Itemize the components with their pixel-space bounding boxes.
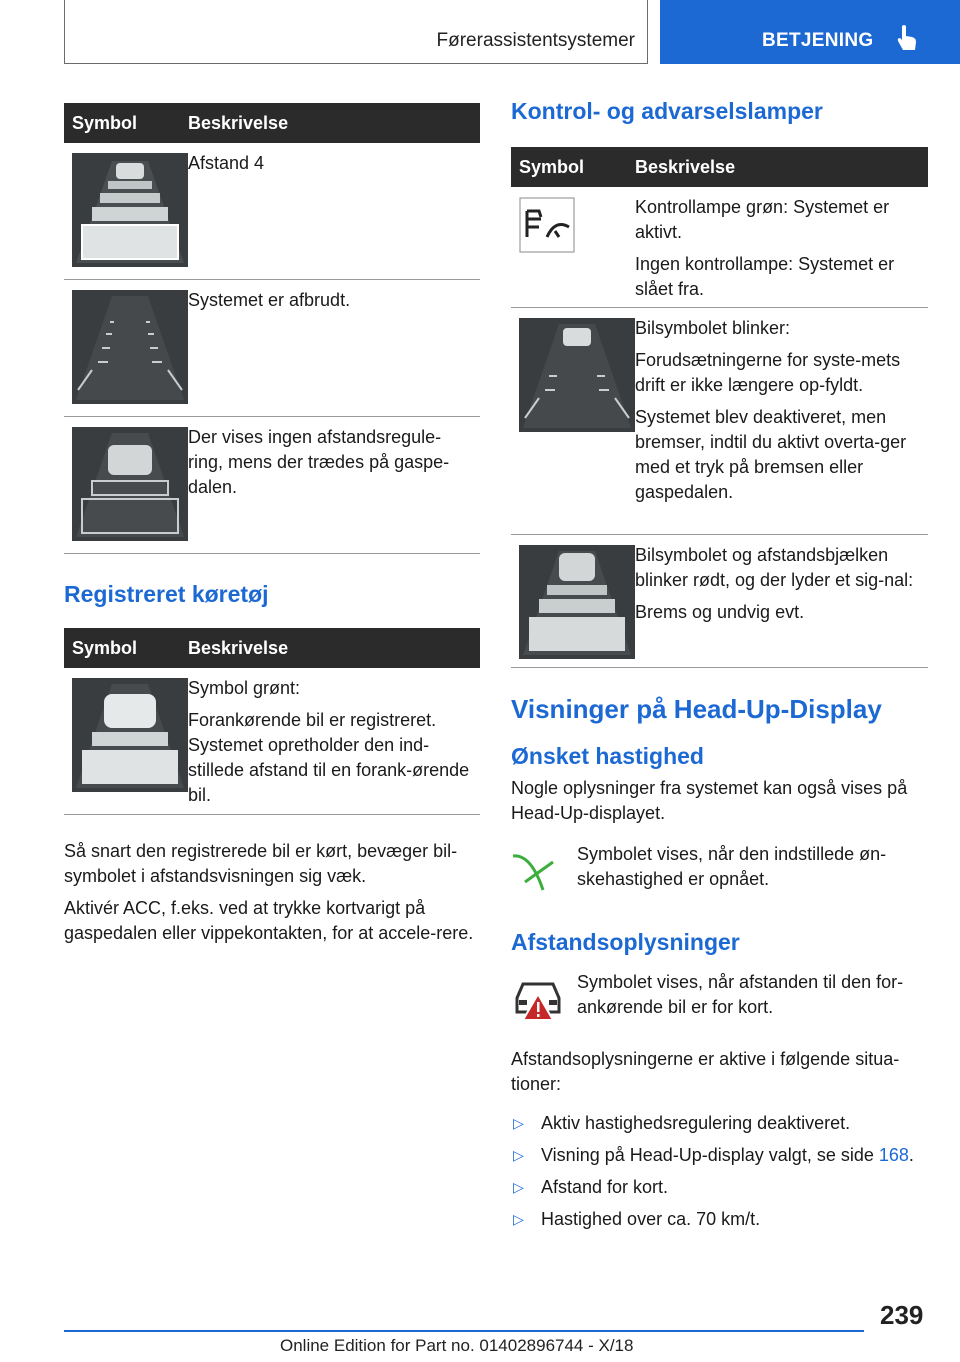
table-header [64, 103, 480, 143]
table-row [64, 143, 480, 280]
row-description: Kontrollampe grøn: Systemet er aktivt. [635, 197, 890, 242]
speed-reached-icon [511, 842, 561, 892]
chapter-title: Førerassistentsystemer [436, 30, 635, 51]
left-column [64, 103, 480, 953]
list-item: ▷ Hastighed over ca. 70 km/t. [511, 1207, 928, 1232]
table-row [64, 417, 480, 554]
col-description: Beskrivelse [188, 637, 289, 658]
list-item: ▷ Aktiv hastighedsregulering deaktiveret. [511, 1111, 928, 1136]
accelerator-pressed-display-icon [72, 427, 188, 541]
row-description: Ingen kontrollampe: Systemet er slået fra. [635, 254, 895, 299]
col-description: Beskrivelse [188, 112, 289, 133]
row-description: Brems og undvig evt. [635, 602, 805, 622]
triangle-bullet-icon: ▷ [513, 1211, 524, 1227]
list-item: ▷ Afstand for kort. [511, 1175, 928, 1200]
row-description: Systemet blev deaktiveret, men bremser, indtil du aktivt overta-ger med et tryk på bremsen eller gaspedalen. [635, 407, 907, 502]
triangle-bullet-icon: ▷ [513, 1147, 524, 1163]
distance-symbol-text: Symbolet vises, når afstanden til den for-ankørende bil er for kort. [577, 972, 904, 1017]
distance-symbol-row [511, 970, 928, 1029]
list-item: ▷ Visning på Head-Up-display valgt, se side 168. [511, 1143, 928, 1168]
edition-footer: Online Edition for Part no. 01402896744 - X/18 [280, 1336, 634, 1355]
col-symbol: Symbol [519, 156, 585, 177]
right-column [511, 98, 928, 1239]
table-row [511, 308, 928, 535]
acc-indicator-lamp-icon [519, 197, 575, 253]
row-description: Bilsymbolet blinker: [635, 318, 791, 338]
vehicle-bar-red-display-icon [519, 545, 635, 659]
page-link[interactable]: 168 [878, 1145, 909, 1165]
heading-lamps: Kontrol- og advarselslamper [511, 98, 823, 124]
situation-list [511, 1111, 928, 1232]
col-description: Beskrivelse [635, 156, 736, 177]
registered-vehicle-table [64, 628, 480, 815]
speed-symbol-text: Symbolet vises, når den indstillede øn-skehastighed er opnået. [577, 844, 887, 889]
heading-registered-vehicle: Registreret køretøj [64, 581, 269, 607]
row-description: Der vises ingen afstandsregule-ring, mens der trædes på gaspe-dalen. [188, 427, 450, 497]
table-row [64, 280, 480, 417]
row-description: Symbol grønt: [188, 678, 301, 698]
header-section-tab[interactable] [660, 0, 960, 64]
table-header [64, 628, 480, 668]
header-chapter-box [64, 0, 648, 64]
distance-table [64, 103, 480, 554]
distance-warning-car-icon [511, 970, 565, 1024]
triangle-bullet-icon: ▷ [513, 1179, 524, 1195]
vehicle-detected-display-icon [72, 678, 188, 792]
vehicle-flashing-display-icon [519, 318, 635, 432]
row-description: Systemet er afbrudt. [188, 290, 351, 310]
triangle-bullet-icon: ▷ [513, 1115, 524, 1131]
heading-distance-info: Afstandsoplysninger [511, 929, 740, 955]
footer-divider [64, 1330, 864, 1332]
lamps-table [511, 147, 928, 668]
section-label: BETJENING [762, 30, 874, 51]
table-row [511, 187, 928, 308]
page-number: 239 [880, 1300, 924, 1330]
row-description: Bilsymbolet og afstandsbjælken blinker rødt, og der lyder et sig-nal: [635, 545, 914, 590]
pointing-hand-icon [896, 24, 918, 52]
row-description: Forudsætningerne for syste-mets drift er ikke længere op-fyldt. [635, 350, 901, 395]
col-symbol: Symbol [72, 637, 138, 658]
col-symbol: Symbol [72, 112, 138, 133]
system-interrupted-display-icon [72, 290, 188, 404]
heading-desired-speed: Ønsket hastighed [511, 743, 704, 769]
row-description: Forankørende bil er registreret. Systemet opretholder den ind-stillede afstand til en forank-ørende bil. [188, 710, 470, 805]
paragraph: Afstandsoplysningerne er aktive i følgende situa-tioner: [511, 1049, 900, 1094]
paragraph: Nogle oplysninger fra systemet kan også vises på Head-Up-displayet. [511, 778, 908, 823]
heading-head-up-display: Visninger på Head-Up-Display [511, 694, 882, 724]
row-description: Afstand 4 [188, 153, 265, 173]
table-header [511, 147, 928, 187]
distance-4-display-icon [72, 153, 188, 267]
table-row [64, 668, 480, 815]
paragraph: Aktivér ACC, f.eks. ved at trykke kortvarigt på gaspedalen eller vippekontakten, for at accele-rere. [64, 898, 474, 943]
paragraph: Så snart den registrerede bil er kørt, bevæger bil-symbolet i afstandsvisningen sig væk. [64, 841, 458, 886]
table-row [511, 535, 928, 668]
speed-symbol-row [511, 842, 928, 897]
